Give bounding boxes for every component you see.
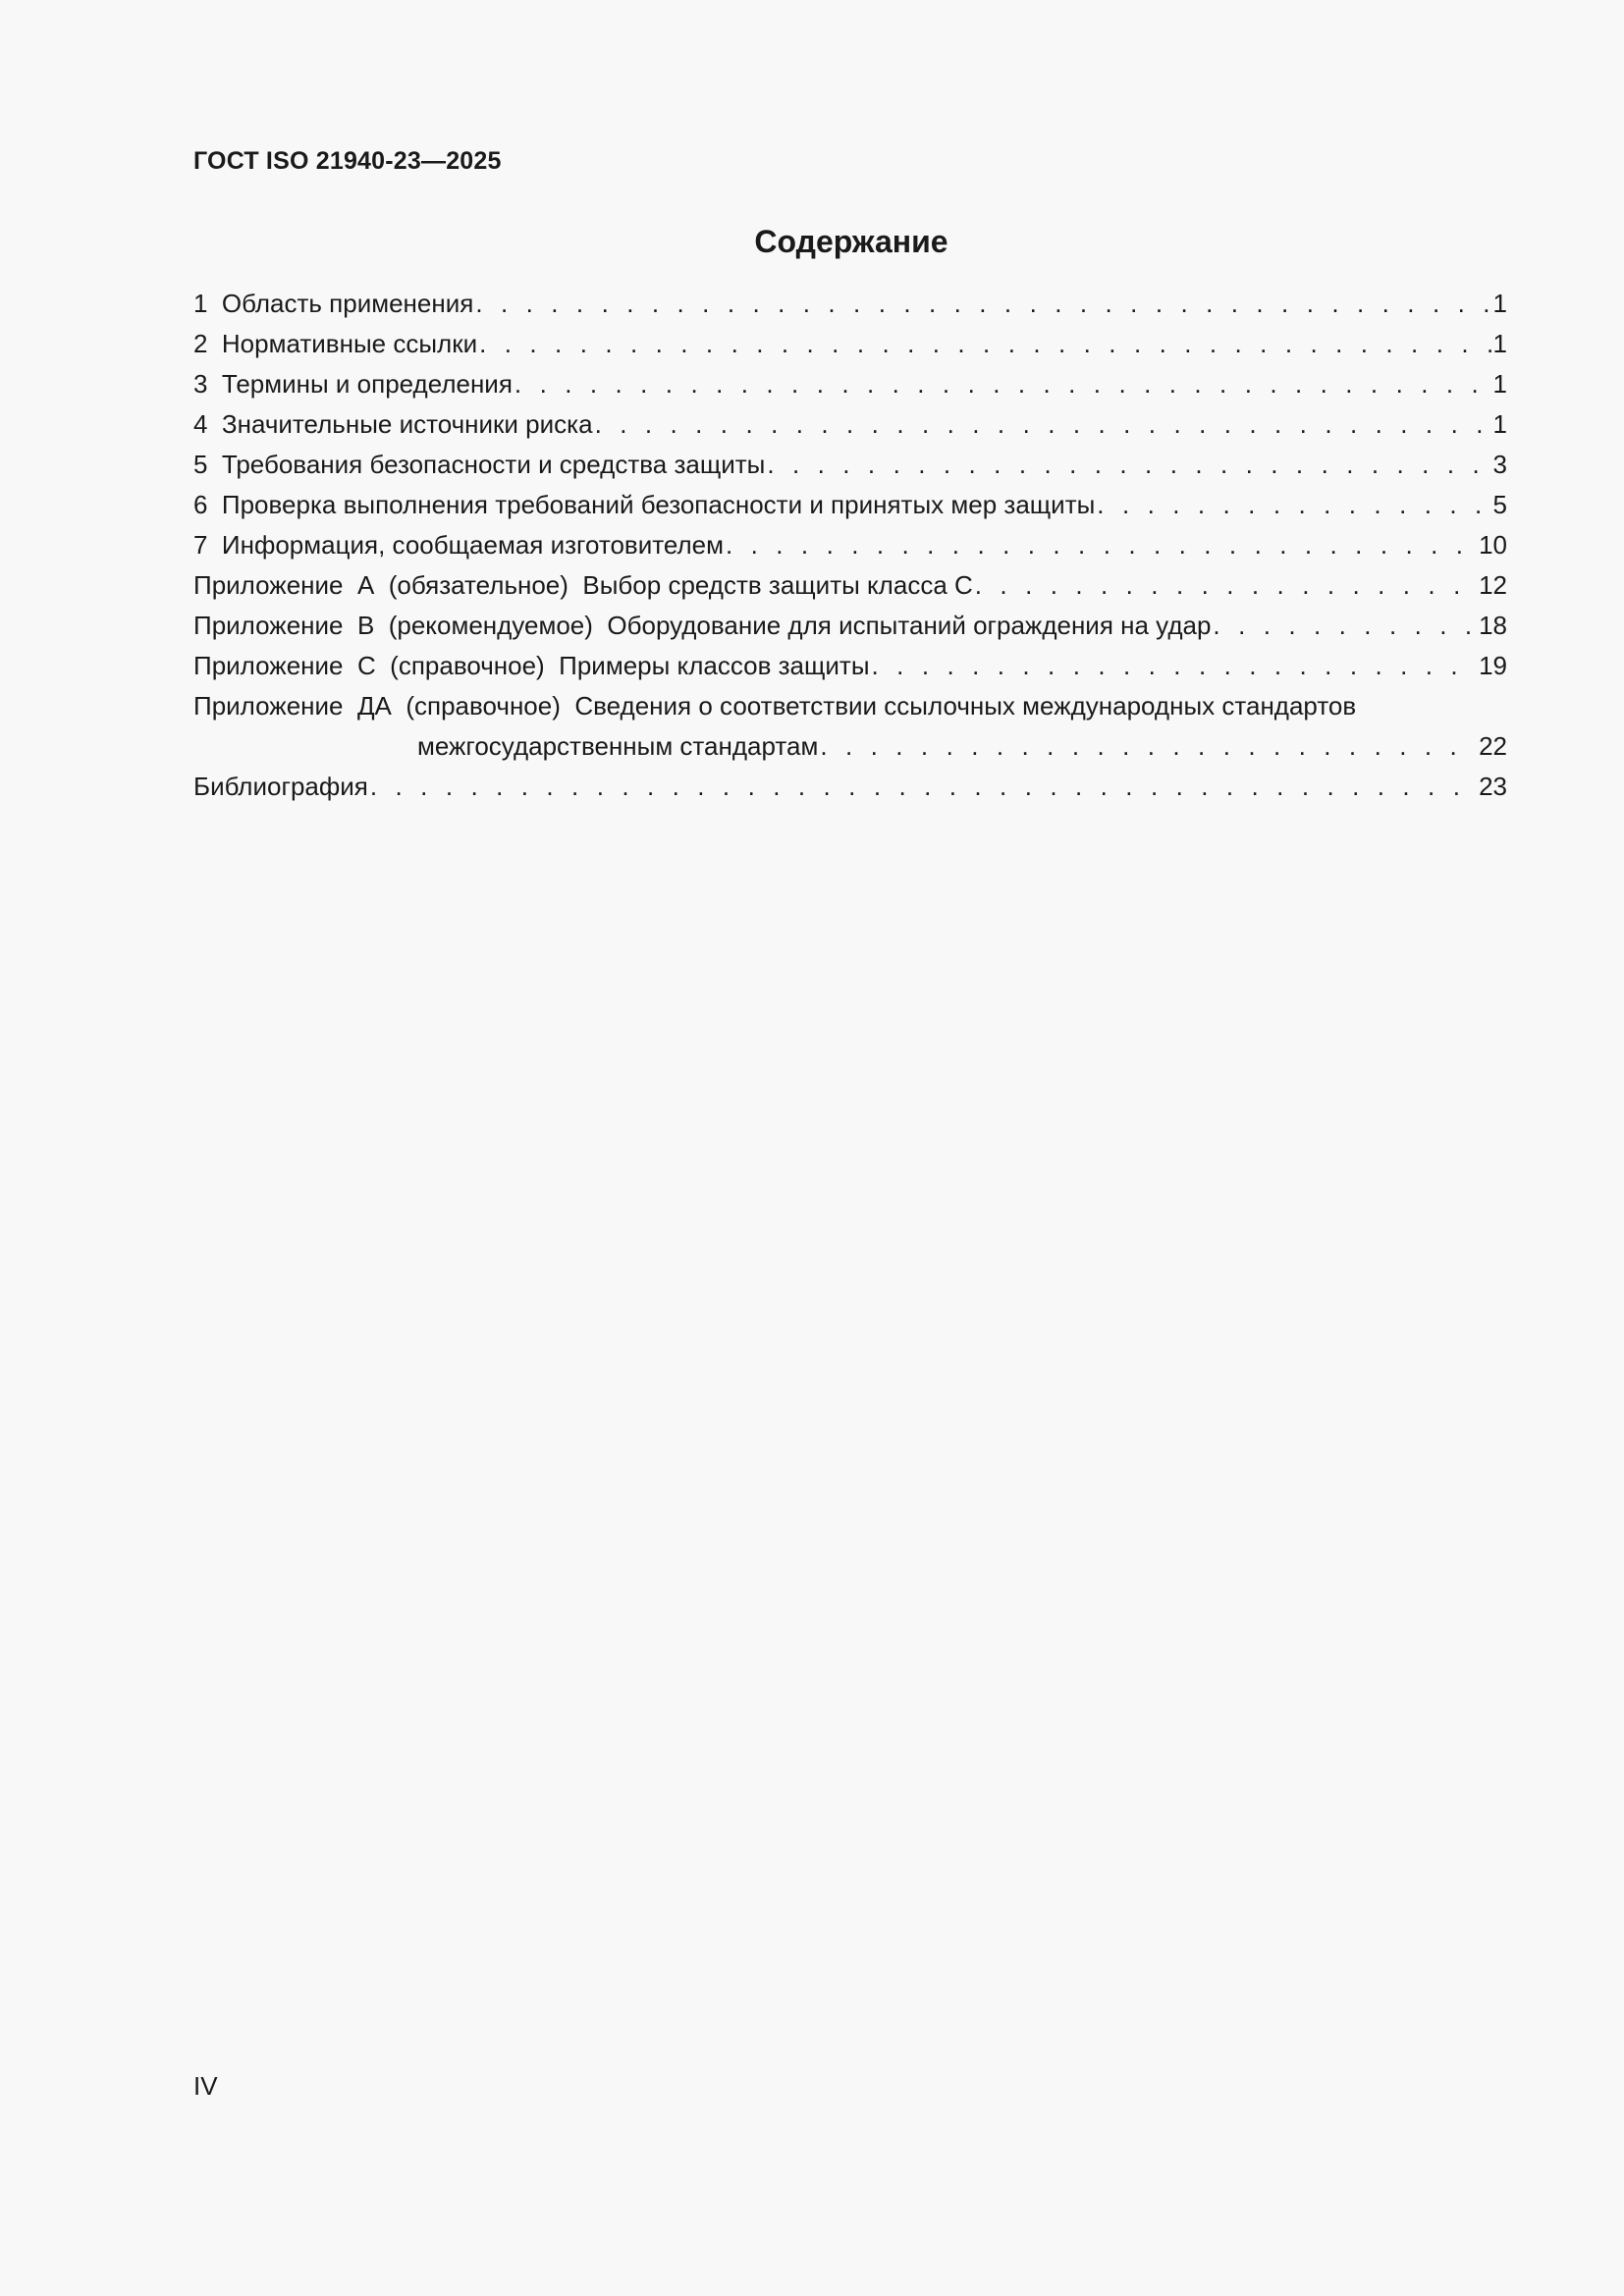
toc-title: Содержание (754, 224, 948, 259)
toc-entry-bibliography[interactable] (193, 770, 1507, 810)
toc-entry-text: Библиография (193, 772, 368, 801)
toc-entry-page: 1 (1492, 329, 1507, 358)
leader-dots (370, 770, 1477, 803)
toc-entry-annex-da[interactable] (193, 689, 1507, 770)
leader-dots (1097, 488, 1490, 521)
leader-dots (872, 649, 1478, 682)
toc-entry-text: Приложение А (обязательное) Выбор средств защиты класса С (193, 570, 973, 600)
leader-dots (475, 287, 1490, 320)
leader-dots (1213, 609, 1477, 642)
toc-entry-annex-b[interactable] (193, 609, 1507, 649)
toc-entry-text-continuation: межгосударственным стандартам (417, 731, 819, 761)
toc-entry-annex-a[interactable] (193, 568, 1507, 609)
page-number: IV (193, 2071, 218, 2101)
toc-entry-text: 6 Проверка выполнения требований безопасности и принятых мер защиты (193, 490, 1096, 519)
toc-entry-text: 4 Значительные источники риска (193, 409, 593, 439)
leader-dots (975, 568, 1477, 602)
toc-entry-text: Приложение С (справочное) Примеры классов защиты (193, 651, 870, 680)
leader-dots (726, 528, 1477, 561)
toc-entry-text: 7 Информация, сообщаемая изготовителем (193, 530, 724, 560)
toc-entry-page: 19 (1479, 651, 1507, 680)
toc-entry-text: 3 Термины и определения (193, 369, 513, 399)
toc-entry-page: 1 (1492, 369, 1507, 399)
toc-entry-page: 1 (1492, 409, 1507, 439)
toc-entry-1[interactable] (193, 287, 1507, 327)
leader-dots (820, 729, 1477, 763)
toc-entry-4[interactable] (193, 407, 1507, 448)
toc-entry-text: 2 Нормативные ссылки (193, 329, 478, 358)
toc-entry-3[interactable] (193, 367, 1507, 407)
leader-dots (767, 448, 1490, 481)
toc-entry-text: 1 Область применения (193, 289, 474, 318)
leader-dots (514, 367, 1491, 400)
toc-entry-text: Приложение В (рекомендуемое) Оборудование для испытаний ограждения на удар (193, 611, 1212, 640)
toc-entry-text: Приложение ДА (справочное) Сведения о соответствии ссылочных международных стандартов (193, 691, 1357, 721)
leader-dots (479, 327, 1490, 360)
toc-entry-page: 23 (1479, 772, 1507, 801)
toc-entry-page: 12 (1479, 570, 1507, 600)
toc-entry-page: 10 (1479, 530, 1507, 560)
toc-entry-6[interactable] (193, 488, 1507, 528)
leader-dots (595, 407, 1491, 441)
toc-entry-2[interactable] (193, 327, 1507, 367)
document-id: ГОСТ ISO 21940-23—2025 (193, 147, 502, 175)
toc-entry-page: 18 (1479, 611, 1507, 640)
toc-entry-5[interactable] (193, 448, 1507, 488)
table-of-contents (193, 287, 1507, 810)
toc-entry-page: 5 (1492, 490, 1507, 519)
toc-entry-page: 22 (1479, 731, 1507, 761)
toc-entry-page: 3 (1492, 450, 1507, 479)
toc-entry-page: 1 (1492, 289, 1507, 318)
toc-entry-text: 5 Требования безопасности и средства защиты (193, 450, 766, 479)
toc-entry-7[interactable] (193, 528, 1507, 568)
toc-entry-annex-c[interactable] (193, 649, 1507, 689)
